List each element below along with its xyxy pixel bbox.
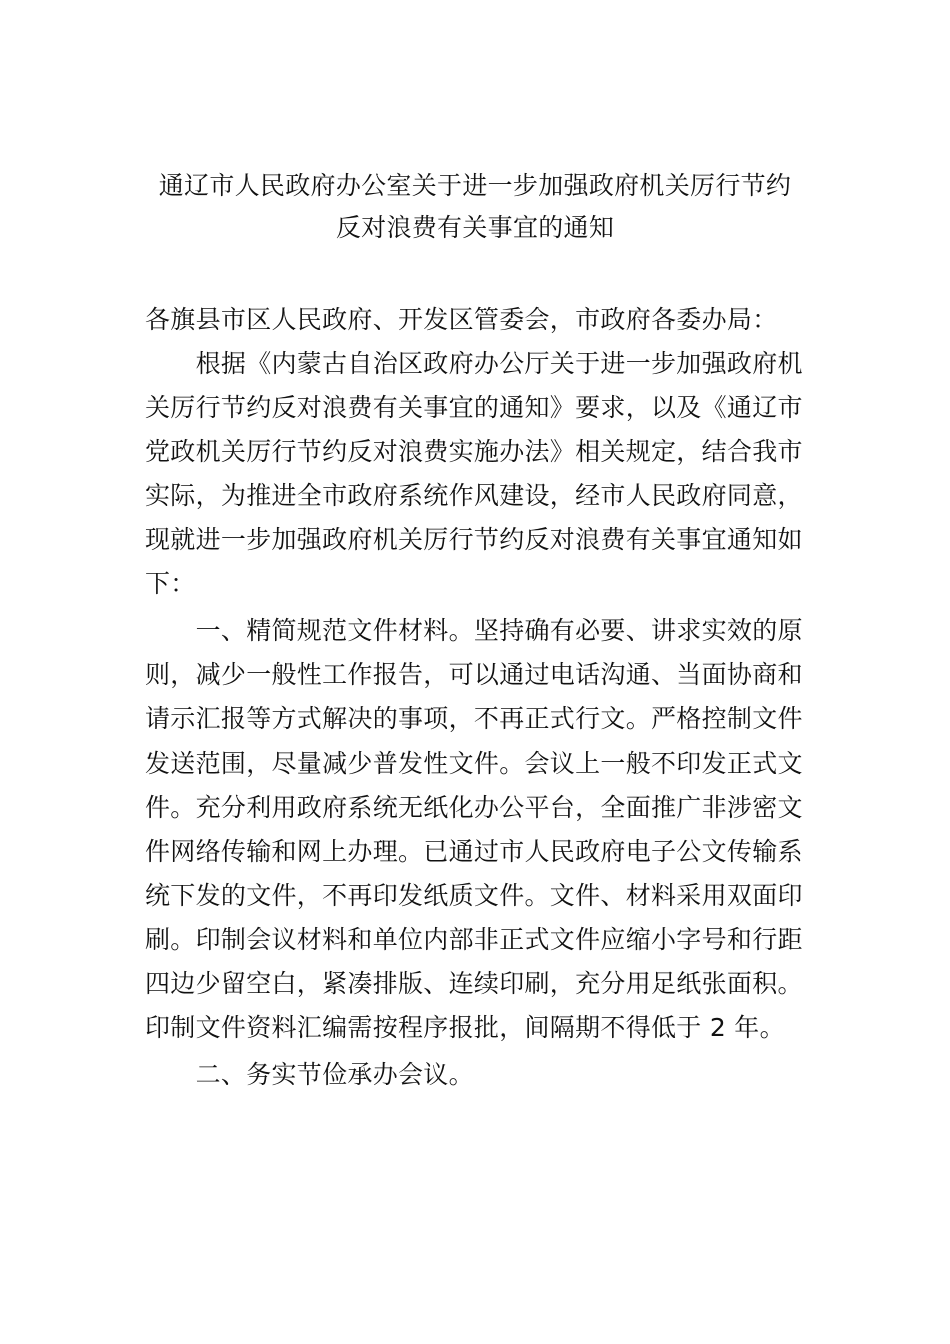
body-line: 件。充分利用政府系统无纸化办公平台，全面推广非涉密文 [145, 793, 803, 822]
body-line: 刷。印制会议材料和单位内部非正式文件应缩小字号和行距 [145, 925, 803, 954]
body-line: 下： [145, 569, 196, 598]
body-line: 请示汇报等方式解决的事项，不再正式行文。严格控制文件 [145, 704, 803, 733]
body-line: 发送范围，尽量减少普发性文件。会议上一般不印发正式文 [145, 749, 803, 778]
body-line: 根据《内蒙古自治区政府办公厅关于进一步加强政府机 [145, 349, 803, 378]
section-one-heading-line: 一、精简规范文件材料。坚持确有必要、讲求实效的原 [145, 616, 803, 645]
body-line: 印制文件资料汇编需按程序报批，间隔期不得低于 2 年。 [145, 1013, 785, 1042]
body-line: 则，减少一般性工作报告，可以通过电话沟通、当面协商和 [145, 660, 803, 689]
body-line: 党政机关厉行节约反对浪费实施办法》相关规定，结合我市 [145, 437, 803, 466]
document-title-line-2: 反对浪费有关事宜的通知 [335, 213, 615, 242]
body-line: 关厉行节约反对浪费有关事宜的通知》要求，以及《通辽市 [145, 393, 803, 422]
body-line: 四边少留空白，紧凑排版、连续印刷，充分用足纸张面积。 [145, 969, 803, 998]
document-title-line-1: 通辽市人民政府办公室关于进一步加强政府机关厉行节约 [158, 171, 792, 200]
addressee-line: 各旗县市区人民政府、开发区管委会，市政府各委办局： [145, 305, 778, 334]
body-line: 实际，为推进全市政府系统作风建设，经市人民政府同意， [145, 481, 803, 510]
body-line: 件网络传输和网上办理。已通过市人民政府电子公文传输系 [145, 837, 803, 866]
section-two-heading-line: 二、务实节俭承办会议。 [145, 1060, 474, 1089]
body-line: 现就进一步加强政府机关厉行节约反对浪费有关事宜通知如 [145, 525, 803, 554]
body-line: 统下发的文件，不再印发纸质文件。文件、材料采用双面印 [145, 881, 803, 910]
